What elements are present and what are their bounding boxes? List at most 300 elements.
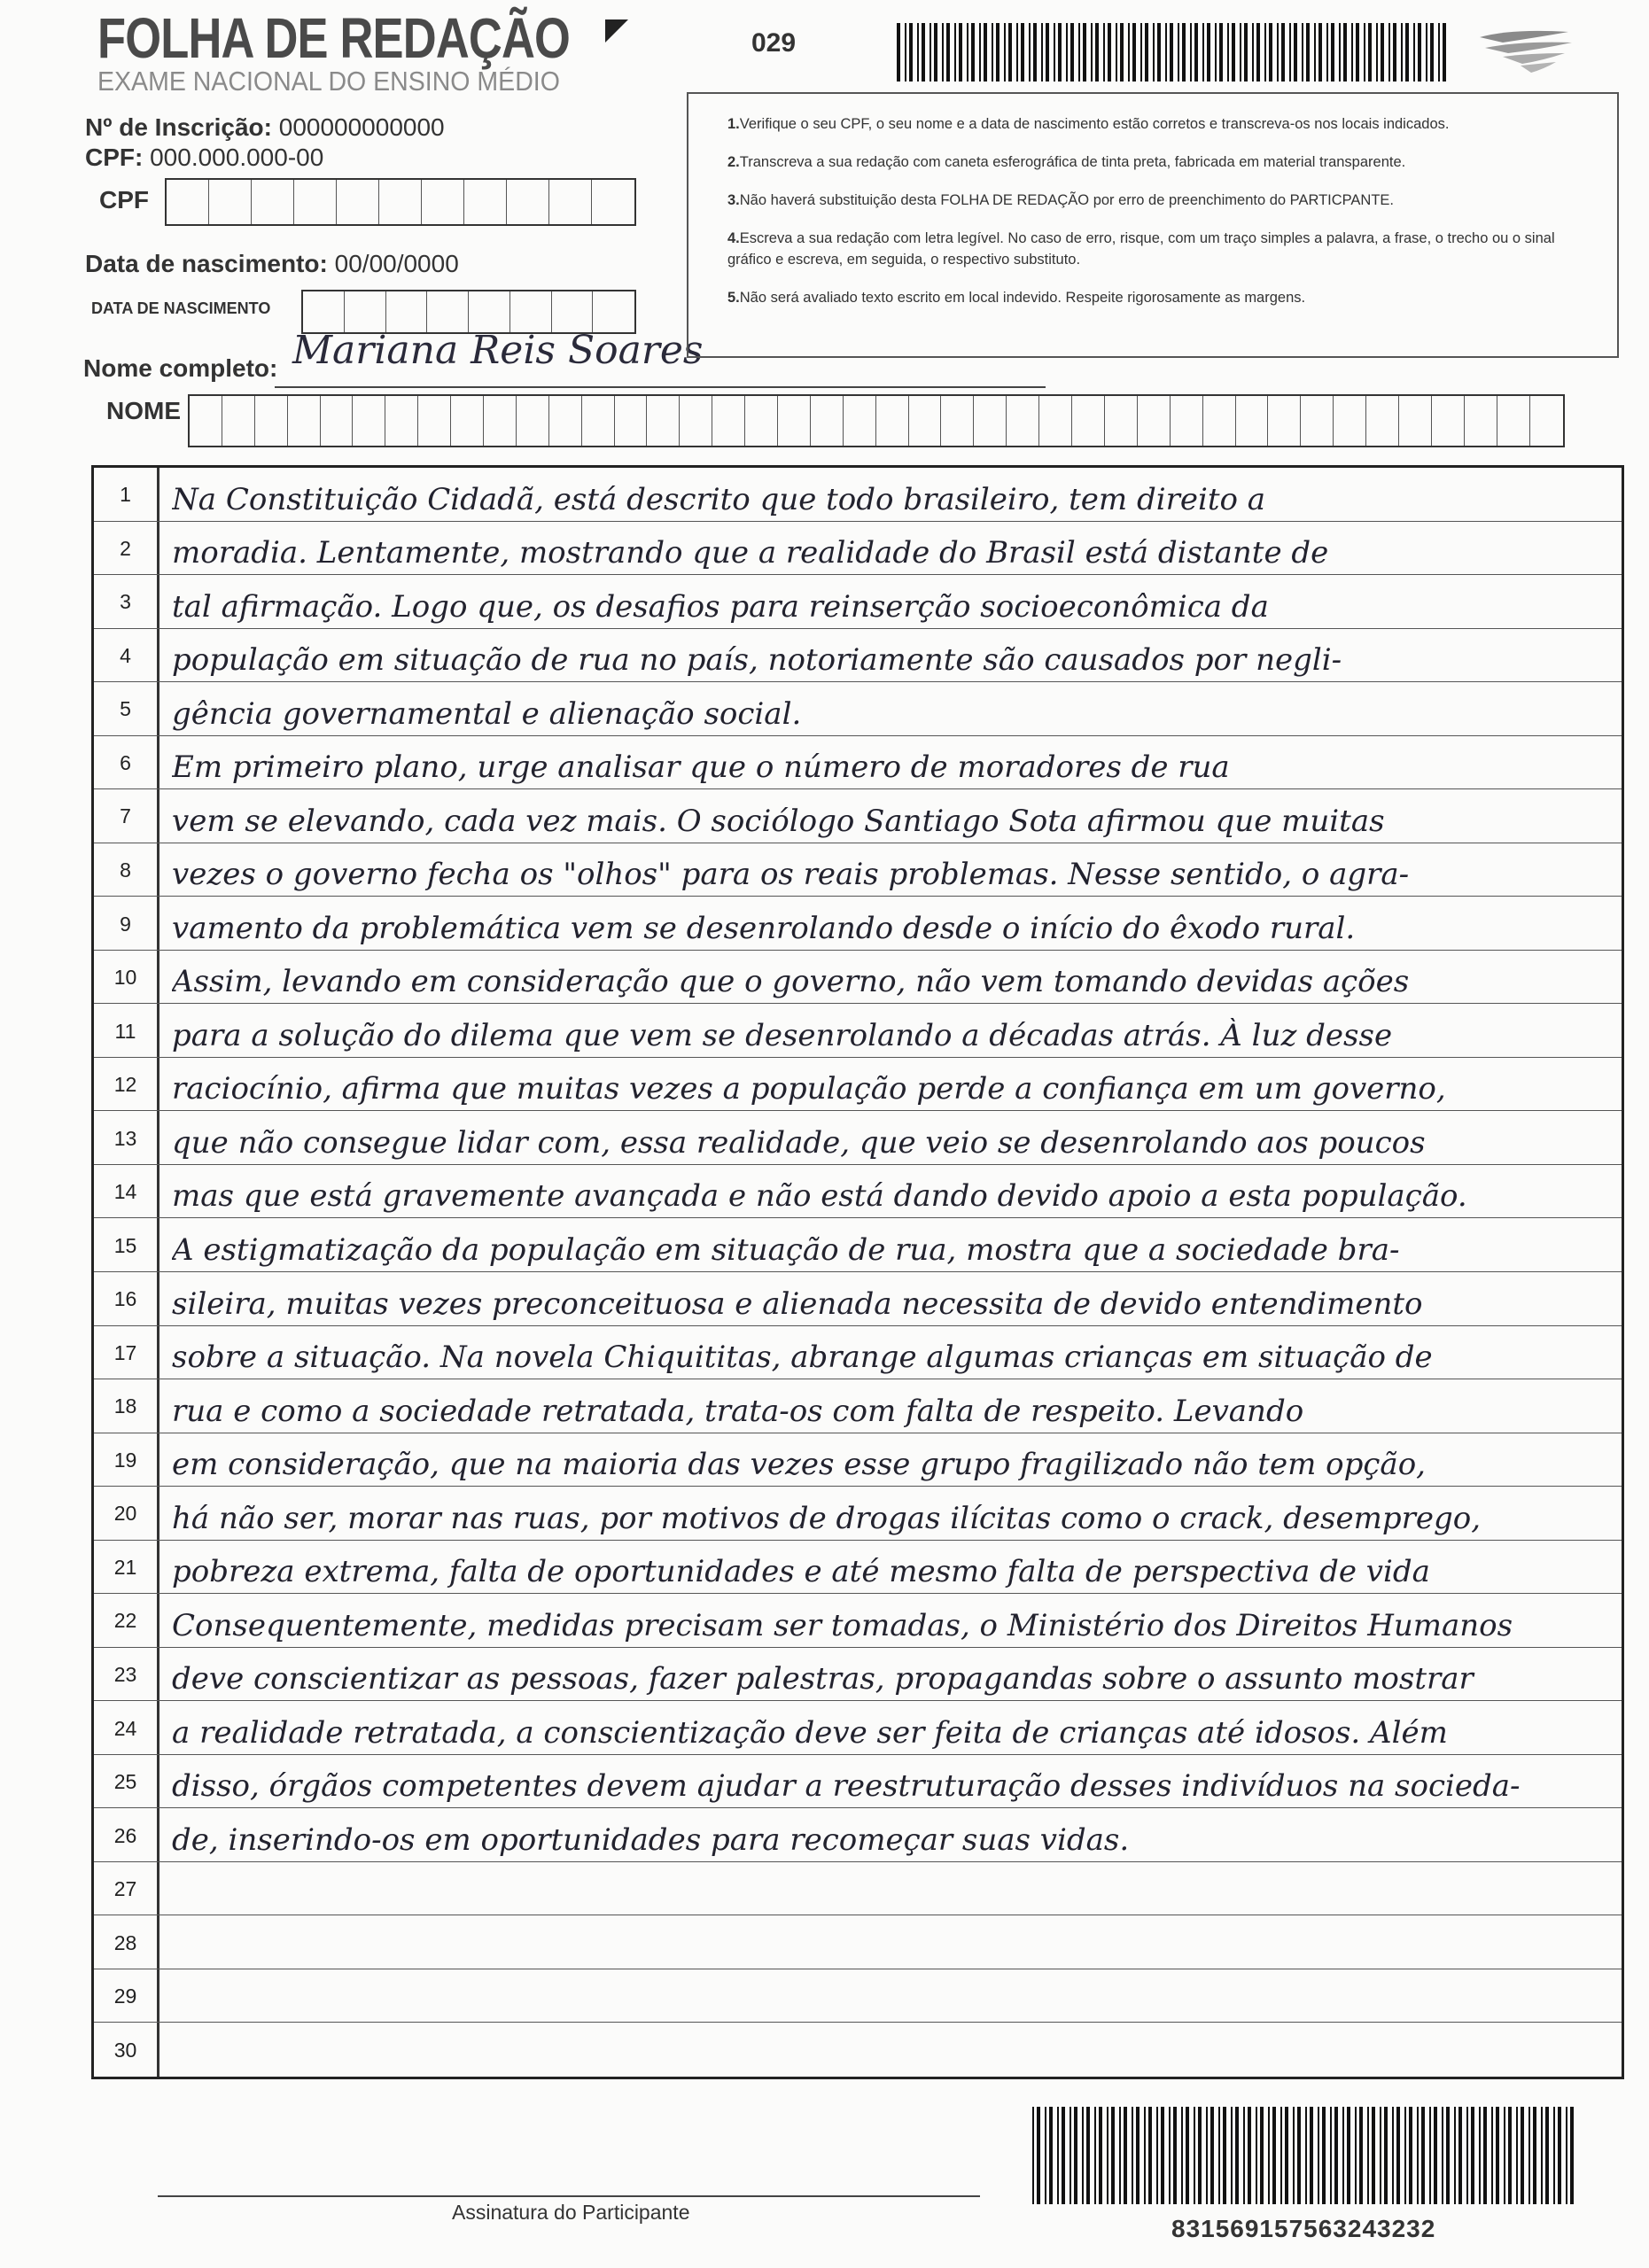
char-box[interactable] — [1138, 396, 1171, 446]
essay-line[interactable] — [94, 1058, 1622, 1112]
char-box[interactable] — [615, 396, 648, 446]
line-number: 21 — [113, 1555, 137, 1579]
barcode-bar — [1269, 23, 1272, 82]
char-box[interactable] — [252, 180, 294, 224]
char-box[interactable] — [451, 396, 484, 446]
instruction-5 — [727, 287, 1582, 308]
char-box[interactable] — [510, 291, 552, 332]
barcode-bar — [1491, 2107, 1493, 2204]
barcode-bar — [1343, 23, 1347, 82]
barcode-bar — [1521, 2107, 1524, 2204]
barcode-bar — [1082, 2107, 1084, 2204]
barcode-bar — [1479, 2107, 1481, 2204]
barcode-bar — [1334, 2107, 1338, 2204]
barcode-bar — [1553, 2107, 1555, 2204]
barcode-bar — [1446, 2107, 1450, 2204]
char-box[interactable] — [1465, 396, 1497, 446]
char-box[interactable] — [1105, 396, 1138, 446]
cpf-label: CPF: — [85, 144, 144, 171]
nascimento-label: Data de nascimento: — [85, 250, 328, 277]
essay-line-text: Em primeiro plano, urge analisar que o número de moradores de rua — [172, 750, 1230, 786]
barcode-bar — [1124, 2107, 1127, 2204]
barcode-bar — [1516, 2107, 1518, 2204]
char-box[interactable] — [811, 396, 844, 446]
inscricao-row — [85, 113, 445, 142]
barcode-bar — [1322, 2107, 1326, 2204]
barcode-bar — [1376, 23, 1378, 82]
essay-line[interactable] — [94, 897, 1622, 951]
barcode-bar — [1294, 23, 1297, 82]
char-box[interactable] — [549, 180, 592, 224]
barcode-bar — [1260, 2107, 1264, 2204]
char-box[interactable] — [592, 180, 634, 224]
char-box[interactable] — [321, 396, 354, 446]
barcode-bar — [1049, 2107, 1053, 2204]
essay-line[interactable] — [94, 951, 1622, 1005]
line-number: 16 — [113, 1287, 137, 1311]
essay-line[interactable] — [94, 789, 1622, 843]
char-box[interactable] — [386, 291, 428, 332]
essay-line-text: rua e como a sociedade retratada, trata-os com falta de respeito. Levando — [172, 1393, 1304, 1429]
barcode-bar — [1004, 23, 1006, 82]
essay-line[interactable] — [94, 522, 1622, 576]
barcode-bar — [1396, 2107, 1400, 2204]
cpf-boxes[interactable] — [165, 178, 636, 226]
essay-line[interactable] — [94, 575, 1622, 629]
essay-line[interactable] — [94, 1165, 1622, 1219]
barcode-bar — [922, 23, 925, 82]
barcode-bar — [1417, 2107, 1419, 2204]
line-number: 10 — [113, 966, 137, 990]
name-underline — [275, 386, 1046, 388]
barcode-bar — [1285, 2107, 1288, 2204]
barcode-bar — [1223, 2107, 1226, 2204]
essay-line-text: sobre a situação. Na novela Chiquititas, abrange algumas crianças em situação de — [172, 1340, 1433, 1376]
line-number: 12 — [113, 1073, 137, 1097]
essay-line[interactable] — [94, 1808, 1622, 1862]
essay-line[interactable] — [94, 468, 1622, 522]
barcode-bar — [1218, 2107, 1220, 2204]
essay-line[interactable] — [94, 1755, 1622, 1809]
essay-line[interactable] — [94, 682, 1622, 736]
line-number: 15 — [113, 1233, 137, 1257]
char-box[interactable] — [1007, 396, 1039, 446]
barcode-bar — [1227, 23, 1229, 82]
char-box[interactable] — [647, 396, 680, 446]
barcode-bar — [1054, 23, 1055, 82]
char-box[interactable] — [712, 396, 745, 446]
char-box[interactable] — [1530, 396, 1563, 446]
line-number: 19 — [113, 1448, 137, 1472]
barcode-bar — [1533, 2107, 1536, 2204]
char-box[interactable] — [353, 396, 385, 446]
barcode-bar — [954, 23, 956, 82]
barcode-bar — [1306, 23, 1310, 82]
line-number: 3 — [120, 590, 131, 614]
barcode-bar — [1091, 23, 1093, 82]
barcode-bar — [1202, 23, 1204, 82]
essay-line[interactable] — [94, 1541, 1622, 1595]
char-box[interactable] — [1301, 396, 1334, 446]
char-box[interactable] — [385, 396, 418, 446]
barcode-bar — [1331, 23, 1334, 82]
handwritten-name: Mariana Reis Soares — [292, 328, 704, 373]
barcode-bar — [1256, 23, 1260, 82]
inscricao-label: Nº de Inscrição: — [85, 113, 272, 141]
essay-line[interactable] — [94, 1969, 1622, 2023]
sheet-code: 029 — [751, 28, 797, 58]
barcode-bar — [1293, 2107, 1295, 2204]
char-box[interactable] — [745, 396, 778, 446]
instruction-text: Não haverá substituição desta FOLHA DE REDAÇÃO por erro de preenchimento do PARTICPANTE. — [739, 192, 1395, 208]
barcode-number: 83156915756324323​2 — [1171, 2215, 1436, 2242]
essay-line-text: pobreza extrema, falta de oportunidades e até mesmo falta de perspectiva de vida — [172, 1554, 1430, 1590]
char-box[interactable] — [1039, 396, 1072, 446]
barcode-bar — [1438, 23, 1440, 82]
char-box[interactable] — [422, 180, 464, 224]
essay-line-text: A estigmatização da população em situação de rua, mostra que a sociedade bra- — [172, 1231, 1400, 1268]
barcode-bar — [1240, 23, 1241, 82]
essay-line[interactable] — [94, 1379, 1622, 1433]
barcode-bar — [1426, 23, 1427, 82]
essay-line[interactable] — [94, 1111, 1622, 1165]
barcode-bar — [1289, 23, 1291, 82]
essay-line-text: disso, órgãos competentes devem ajudar a reestruturação desses indivíduos na socieda- — [172, 1768, 1521, 1805]
barcode-bar — [1471, 2107, 1474, 2204]
barcode-bar — [1033, 23, 1037, 82]
char-box[interactable] — [1268, 396, 1301, 446]
char-box[interactable] — [255, 396, 288, 446]
line-number: 23 — [113, 1662, 137, 1686]
char-box[interactable] — [222, 396, 255, 446]
line-number: 11 — [114, 1019, 136, 1043]
char-box[interactable] — [294, 180, 337, 224]
barcode-bar — [1466, 2107, 1468, 2204]
line-number: 29 — [113, 1984, 137, 2008]
char-box[interactable] — [1366, 396, 1399, 446]
char-box[interactable] — [680, 396, 712, 446]
corner-triangle-icon — [605, 19, 628, 43]
barcode-bar — [1496, 2107, 1499, 2204]
char-box[interactable] — [1399, 396, 1432, 446]
char-box[interactable] — [507, 180, 549, 224]
char-box[interactable] — [844, 396, 876, 446]
barcode-bar — [1021, 23, 1024, 82]
barcode-bar — [1252, 23, 1254, 82]
line-number: 4 — [120, 643, 131, 667]
barcode-bar — [1280, 2107, 1282, 2204]
essay-line-text: vamento da problemática vem se desenrolando desde o início do êxodo rural. — [172, 910, 1356, 946]
barcode-bar — [909, 23, 913, 82]
char-box[interactable] — [190, 396, 222, 446]
barcode-bar — [930, 23, 931, 82]
barcode-bar — [1173, 2107, 1177, 2204]
char-box[interactable] — [1072, 396, 1105, 446]
essay-line[interactable] — [94, 1648, 1622, 1702]
barcode-bar — [1393, 23, 1396, 82]
barcode-bar — [1384, 2107, 1388, 2204]
barcode-bar — [1429, 2107, 1431, 2204]
line-number: 8 — [120, 858, 131, 882]
essay-line-text: sileira, muitas vezes preconceituosa e alienada necessita de devido entendimento — [172, 1285, 1423, 1322]
barcode-bar — [979, 23, 981, 82]
nome-box-label: NOME — [106, 397, 181, 424]
barcode-bar — [992, 23, 993, 82]
barcode-bar — [1107, 2107, 1108, 2204]
barcode-bar — [1268, 2107, 1270, 2204]
enem-logo-icon — [1476, 28, 1575, 76]
barcode-bar — [1310, 2107, 1313, 2204]
barcode-bar — [1094, 2107, 1096, 2204]
line-number: 20 — [113, 1502, 137, 1526]
essay-line-text: de, inserindo-os em oportunidades para recomeçar suas vidas. — [172, 1821, 1130, 1858]
instruction-text: Escreva a sua redação com letra legível. No caso de erro, risque, com um traço simples a palavra, a frase, o trecho ou o sinal gráfico e escreva, em seguida, o respectivo substituto. — [727, 230, 1555, 268]
line-number: 25 — [113, 1770, 137, 1794]
essay-line[interactable] — [94, 1433, 1622, 1487]
essay-line[interactable] — [94, 1594, 1622, 1648]
barcode-bar — [1381, 23, 1384, 82]
essay-line[interactable] — [94, 1218, 1622, 1272]
essay-line[interactable] — [94, 1862, 1622, 1916]
essay-line-text: em consideração, que na maioria das vezes esse grupo fragilizado não tem opção, — [172, 1447, 1426, 1483]
line-number: 26 — [113, 1823, 137, 1847]
nome-label: Nome completo: — [83, 354, 278, 382]
barcode-bar — [1136, 2107, 1140, 2204]
cpf-value: 000.000.000-00 — [150, 144, 324, 171]
barcode-bar — [934, 23, 937, 82]
char-box[interactable] — [1497, 396, 1530, 446]
barcode-bar — [1116, 23, 1117, 82]
barcode-bar — [1144, 2107, 1146, 2204]
char-box[interactable] — [549, 396, 582, 446]
essay-line-text: mas que está gravemente avançada e não está dando devido apoio a esta população. — [172, 1178, 1467, 1215]
barcode-bar — [1128, 23, 1130, 82]
barcode-bar — [1170, 23, 1173, 82]
barcode-bar — [942, 23, 944, 82]
barcode-bar — [1272, 2107, 1276, 2204]
char-box[interactable] — [288, 396, 321, 446]
line-number: 30 — [113, 2038, 137, 2062]
char-box[interactable] — [876, 396, 909, 446]
barcode-bar — [1570, 2107, 1574, 2204]
barcode-bar — [1057, 2107, 1059, 2204]
essay-line-text: tal afirmação. Logo que, os desafios para reinserção socioeconômica da — [172, 588, 1269, 625]
barcode-bar — [1314, 23, 1316, 82]
barcode-bar — [1120, 23, 1124, 82]
barcode-bar — [1243, 2107, 1245, 2204]
char-box[interactable] — [1171, 396, 1203, 446]
barcode-bar — [1190, 23, 1192, 82]
line-number: 28 — [113, 1930, 137, 1954]
barcode-bar — [1086, 2107, 1090, 2204]
char-box[interactable] — [464, 180, 507, 224]
barcode-bar — [1281, 23, 1285, 82]
barcode-bar — [1156, 2107, 1158, 2204]
essay-line-text: Assim, levando em consideração que o governo, não vem tomando devidas ações — [172, 964, 1410, 1000]
line-number: 17 — [113, 1340, 137, 1364]
barcode-bar — [1392, 2107, 1394, 2204]
barcode-bar — [1169, 2107, 1171, 2204]
barcode-bar — [1108, 23, 1111, 82]
barcode-bar — [1297, 2107, 1301, 2204]
barcode-bar — [1070, 23, 1074, 82]
barcode-bar — [897, 23, 900, 82]
char-box[interactable] — [379, 180, 422, 224]
barcode-bar — [1232, 23, 1235, 82]
barcode-bar — [1066, 23, 1068, 82]
line-number: 5 — [120, 697, 131, 721]
barcode-bar — [946, 23, 950, 82]
barcode-bar — [1029, 23, 1031, 82]
essay-line[interactable] — [94, 1487, 1622, 1541]
essay-line-text: a realidade retratada, a conscientização deve ser feita de crianças até idosos. Além — [172, 1714, 1448, 1751]
char-box[interactable] — [484, 396, 517, 446]
barcode-bar — [1558, 2107, 1561, 2204]
instruction-number: 2. — [727, 154, 740, 170]
essay-line-text: gência governamental e alienação social. — [172, 695, 802, 732]
line-number: 2 — [120, 536, 131, 560]
instruction-3 — [727, 190, 1582, 211]
essay-line-text: vezes o governo fecha os "olhos" para os reais problemas. Nesse sentido, o agra- — [172, 857, 1410, 893]
essay-line-text: vem se elevando, cada vez mais. O sociólogo Santiago Sota afirmou que muitas — [172, 803, 1385, 839]
char-box[interactable] — [337, 180, 379, 224]
barcode-bar — [1326, 23, 1328, 82]
char-box[interactable] — [1236, 396, 1269, 446]
char-box[interactable] — [427, 291, 469, 332]
barcode-bar — [1132, 23, 1136, 82]
barcode-bar — [1157, 23, 1161, 82]
essay-line[interactable] — [94, 1701, 1622, 1755]
barcode-bar — [1264, 23, 1266, 82]
char-box[interactable] — [517, 396, 549, 446]
barcode-bar — [1256, 2107, 1257, 2204]
signature-line[interactable] — [158, 2195, 980, 2197]
cpf-row — [85, 144, 323, 172]
barcode-bar — [1305, 2107, 1307, 2204]
instruction-text: Verifique o seu CPF, o seu nome e a data de nascimento estão corretos e transcreva-os nos locais indicados. — [739, 116, 1450, 132]
barcode-bar — [917, 23, 919, 82]
barcode-bar — [967, 23, 968, 82]
barcode-bar — [1165, 23, 1167, 82]
essay-line[interactable] — [94, 629, 1622, 683]
barcode-bar — [1145, 23, 1148, 82]
barcode-bar — [959, 23, 962, 82]
barcode-bar — [1161, 2107, 1164, 2204]
essay-line[interactable] — [94, 1915, 1622, 1969]
barcode-bar — [1210, 2107, 1214, 2204]
char-box[interactable] — [1203, 396, 1236, 446]
barcode-bar — [1342, 2107, 1344, 2204]
nascimento-box-label: DATA DE NASCIMENTO — [91, 299, 271, 317]
barcode-bar — [1140, 23, 1142, 82]
essay-line[interactable] — [94, 1326, 1622, 1380]
barcode-top — [897, 23, 1450, 82]
barcode-bar — [1483, 2107, 1487, 2204]
char-box[interactable] — [418, 396, 451, 446]
char-box[interactable] — [303, 291, 345, 332]
barcode-bar — [1182, 23, 1186, 82]
char-box[interactable] — [1432, 396, 1465, 446]
char-box[interactable] — [209, 180, 252, 224]
instruction-1 — [727, 113, 1582, 135]
barcode-bar — [1413, 23, 1415, 82]
essay-line[interactable] — [94, 843, 1622, 897]
barcode-bar — [1418, 23, 1421, 82]
essay-line[interactable] — [94, 736, 1622, 790]
barcode-bar — [1351, 23, 1353, 82]
essay-area[interactable] — [91, 465, 1624, 2079]
barcode-bar — [1443, 23, 1446, 82]
cpf-box-label: CPF — [99, 186, 149, 214]
essay-line-text: Consequentemente, medidas precisam ser tomadas, o Ministério dos Direitos Humanos — [172, 1607, 1513, 1643]
barcode-bar — [1219, 23, 1223, 82]
barcode-bar — [1095, 23, 1099, 82]
instruction-2 — [727, 151, 1582, 173]
instruction-number: 5. — [727, 290, 740, 306]
instruction-number: 1. — [727, 116, 740, 132]
barcode-bar — [1037, 2107, 1040, 2204]
barcode-bar — [984, 23, 987, 82]
nascimento-value: 00/00/0000 — [334, 250, 459, 277]
char-box[interactable] — [909, 396, 942, 446]
name-boxes[interactable] — [188, 394, 1565, 447]
barcode-bar — [1421, 2107, 1425, 2204]
char-box[interactable] — [345, 291, 386, 332]
barcode-bar — [1458, 2107, 1462, 2204]
essay-line[interactable] — [94, 1272, 1622, 1326]
barcode-bar — [1401, 23, 1403, 82]
char-box[interactable] — [552, 291, 594, 332]
barcode-bar — [1355, 2107, 1357, 2204]
line-number: 9 — [120, 912, 131, 936]
instruction-number: 4. — [727, 230, 740, 246]
barcode-bar — [1058, 23, 1062, 82]
essay-line[interactable] — [94, 1004, 1622, 1058]
barcode-bar — [1119, 2107, 1121, 2204]
barcode-bar — [1566, 2107, 1567, 2204]
instruction-4 — [727, 228, 1582, 270]
char-box[interactable] — [974, 396, 1007, 446]
barcode-bar — [1103, 23, 1105, 82]
char-box[interactable] — [593, 291, 634, 332]
barcode-bar — [1339, 23, 1341, 82]
char-box[interactable] — [941, 396, 974, 446]
barcode-bar — [1078, 23, 1080, 82]
barcode-bar — [1528, 2107, 1530, 2204]
char-box[interactable] — [167, 180, 209, 224]
barcode-bar — [1347, 2107, 1350, 2204]
line-number: 1 — [120, 483, 131, 507]
barcode-bar — [1372, 2107, 1375, 2204]
barcode-bar — [1032, 2107, 1034, 2204]
barcode-bar — [1430, 23, 1434, 82]
char-box[interactable] — [469, 291, 510, 332]
barcode-bar — [1194, 2107, 1195, 2204]
essay-line-text: deve conscientizar as pessoas, fazer palestras, propagandas sobre o assunto mostrar — [172, 1661, 1474, 1697]
barcode-bar — [1181, 2107, 1183, 2204]
essay-line[interactable] — [94, 2023, 1622, 2077]
barcode-bar — [1099, 2107, 1102, 2204]
char-box[interactable] — [582, 396, 615, 446]
barcode-bar — [1508, 2107, 1512, 2204]
barcode-bar — [1356, 23, 1359, 82]
instruction-number: 3. — [727, 192, 740, 208]
char-box[interactable] — [1334, 396, 1366, 446]
barcode-bar — [1454, 2107, 1456, 2204]
barcode-bar — [1409, 2107, 1412, 2204]
barcode-bar — [1244, 23, 1248, 82]
char-box[interactable] — [778, 396, 811, 446]
